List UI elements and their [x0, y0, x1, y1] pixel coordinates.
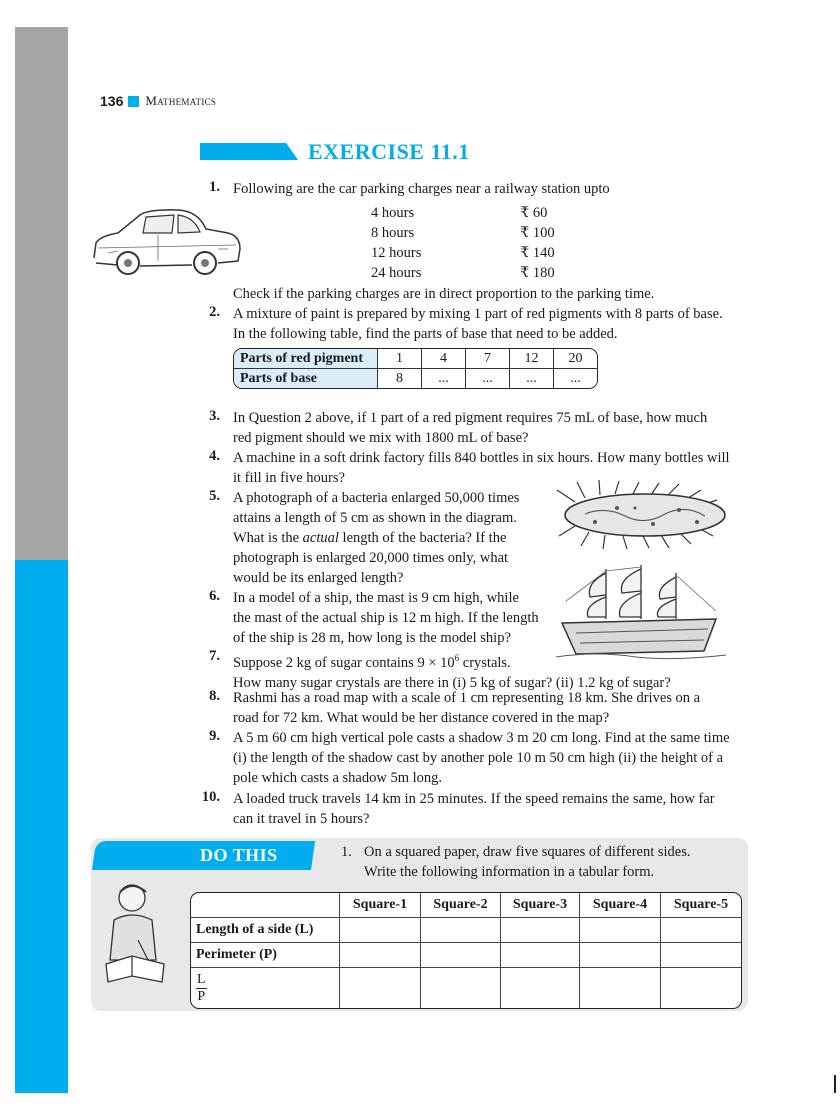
question-8-text: [233, 688, 700, 728]
question-number: 2.: [209, 304, 220, 320]
text-line: it fill in five hours?: [233, 470, 345, 486]
page-header: [100, 93, 216, 109]
rate-row: [371, 263, 555, 283]
fraction-l-over-p: [196, 972, 207, 1005]
text-line: of the ship is 28 m, how long is the model ship?: [233, 630, 511, 646]
question-number: 5.: [209, 488, 220, 504]
question-7-text: [233, 648, 671, 693]
text-line: A 5 m 60 cm high vertical pole casts a shadow 3 m 20 cm long. Find at the same time: [233, 730, 730, 746]
table-cell: [501, 943, 580, 968]
column-header: Square-1: [340, 893, 421, 918]
table-row: [234, 369, 597, 388]
text-line: attains a length of 5 cm as shown in the diagram.: [233, 510, 517, 526]
rate-charge: ₹ 180: [520, 265, 555, 281]
corner-cell: [191, 893, 340, 918]
text-line: A mixture of paint is prepared by mixing 1 part of red pigments with 8 parts of base.: [233, 306, 723, 322]
text-line: How many sugar crystals are there in (i) 5 kg of sugar? (ii) 1.2 kg of sugar?: [233, 674, 671, 691]
table-cell: [501, 918, 580, 943]
table-cell: 7: [466, 349, 510, 369]
table-cell: [340, 968, 421, 1008]
row-header: Parts of red pigment: [234, 349, 378, 369]
question-1-followup: Check if the parking charges are in direct proportion to the parking time.: [233, 286, 655, 302]
text-line: road for 72 km. What would be her distance covered in the map?: [233, 710, 610, 726]
question-9-text: [233, 728, 730, 788]
text-segment: crystals.: [459, 654, 511, 671]
text-line: A photograph of a bacteria enlarged 50,000 times: [233, 490, 520, 506]
rate-charge: ₹ 100: [520, 225, 555, 241]
exercise-bar: [200, 143, 298, 160]
text-line: In the following table, find the parts of base that need to be added.: [233, 326, 618, 342]
table-cell: 20: [554, 349, 597, 369]
question-number: 6.: [209, 588, 220, 604]
text-line: Write the following information in a tabular form.: [364, 864, 655, 880]
table-cell: [340, 943, 421, 968]
table-cell: [580, 918, 661, 943]
rate-row: [371, 243, 555, 263]
text-line: (i) the length of the shadow cast by another pole 10 m 50 cm high (ii) the height of a: [233, 750, 724, 766]
fraction-numerator: L: [197, 971, 206, 987]
text-segment: What is the: [233, 530, 300, 546]
margin-strip-blue: [15, 560, 68, 1093]
question-10-text: [233, 789, 715, 829]
column-header: Square-5: [661, 893, 741, 918]
squares-table: [190, 892, 742, 1009]
rate-charge: ₹ 60: [520, 205, 548, 221]
question-1-text: Following are the car parking charges near a railway station upto: [233, 181, 610, 197]
table-cell: [421, 918, 501, 943]
text-line: red pigment should we mix with 1800 mL of base?: [233, 430, 529, 446]
exponent: 6: [454, 653, 460, 663]
question-3-text: [233, 408, 707, 448]
bacteria-illustration: [555, 478, 733, 550]
text-line: A machine in a soft drink factory fills 840 bottles in six hours. How many bottles will: [233, 450, 730, 466]
exercise-title: EXERCISE 11.1: [308, 139, 470, 164]
table-cell: 4: [422, 349, 466, 369]
student-illustration: [102, 880, 168, 988]
table-cell: [340, 918, 421, 943]
text-segment: Suppose 2 kg of sugar contains 9 × 10: [233, 654, 455, 671]
text-line: Rashmi has a road map with a scale of 1 cm representing 18 km. She drives on a: [233, 690, 701, 706]
header-square-icon: [128, 96, 139, 107]
do-this-item-number: 1.: [341, 844, 352, 860]
table-cell: [501, 968, 580, 1008]
rate-duration: 4 hours: [371, 205, 415, 221]
rate-duration: 8 hours: [371, 225, 415, 241]
text-segment: length of the bacteria? If the: [342, 530, 507, 546]
text-line: pole which casts a shadow 5m long.: [233, 770, 443, 786]
text-line: In Question 2 above, if 1 part of a red pigment requires 75 mL of base, how much: [233, 410, 708, 426]
text-line: In a model of a ship, the mast is 9 cm high, while: [233, 590, 519, 606]
do-this-label: DO THIS: [200, 845, 278, 865]
table-cell: ...: [510, 369, 554, 388]
question-2-text: [233, 304, 723, 344]
text-line: A loaded truck travels 14 km in 25 minutes. If the speed remains the same, how far: [233, 791, 715, 807]
table-cell: ...: [466, 369, 510, 388]
table-row: [234, 349, 597, 369]
table-cell: ...: [554, 369, 597, 388]
question-6-text: [233, 588, 539, 648]
column-header: Square-3: [501, 893, 580, 918]
table-cell: [421, 968, 501, 1008]
question-number: 10.: [201, 789, 220, 805]
question-5-text: [233, 488, 519, 588]
text-emphasis: actual: [302, 530, 339, 546]
table-cell: 12: [510, 349, 554, 369]
question-number: 3.: [209, 408, 220, 424]
text-line: [233, 528, 519, 548]
fraction-denominator: P: [197, 988, 206, 1004]
text-line: can it travel in 5 hours?: [233, 811, 370, 827]
text-line: [233, 648, 671, 673]
rate-row: [371, 203, 555, 223]
table-cell: [661, 918, 741, 943]
margin-strip-grey: [15, 27, 68, 560]
edge-mark: [834, 1075, 836, 1093]
rate-duration: 12 hours: [371, 245, 422, 261]
text-line: On a squared paper, draw five squares of different sides.: [364, 844, 691, 860]
parking-rates: [371, 203, 555, 283]
table-cell: [421, 943, 501, 968]
row-header: Length of a side (L): [191, 918, 340, 943]
rate-row: [371, 223, 555, 243]
table-row: [191, 918, 741, 943]
rate-charge: ₹ 140: [520, 245, 555, 261]
rate-duration: 24 hours: [371, 265, 422, 281]
table-cell: [580, 968, 661, 1008]
do-this-instructions: [364, 842, 691, 882]
table-cell: ...: [422, 369, 466, 388]
column-header: Square-4: [580, 893, 661, 918]
column-header: Square-2: [421, 893, 501, 918]
text-line: would be its enlarged length?: [233, 570, 404, 586]
question-number: 9.: [209, 728, 220, 744]
table-cell: 1: [378, 349, 422, 369]
question-number: 4.: [209, 448, 220, 464]
page-number: 136: [100, 93, 124, 109]
table-cell: [661, 943, 741, 968]
table-row: [191, 943, 741, 968]
pigment-table: [233, 348, 598, 389]
table-header-row: [191, 893, 741, 918]
table-row: [191, 968, 741, 1008]
text-line: photograph is enlarged 20,000 times only, what: [233, 550, 509, 566]
car-illustration: [88, 203, 244, 279]
text-line: the mast of the actual ship is 12 m high. If the length: [233, 610, 539, 626]
ship-illustration: [556, 561, 726, 661]
question-number: 7.: [209, 648, 220, 664]
subject-title: Mathematics: [145, 93, 217, 108]
question-number: 8.: [209, 688, 220, 704]
row-header: Perimeter (P): [191, 943, 340, 968]
row-header: Parts of base: [234, 369, 378, 388]
table-cell: 8: [378, 369, 422, 388]
table-cell: [580, 943, 661, 968]
question-number: 1.: [209, 179, 220, 195]
row-header: [191, 968, 340, 1008]
table-cell: [661, 968, 741, 1008]
